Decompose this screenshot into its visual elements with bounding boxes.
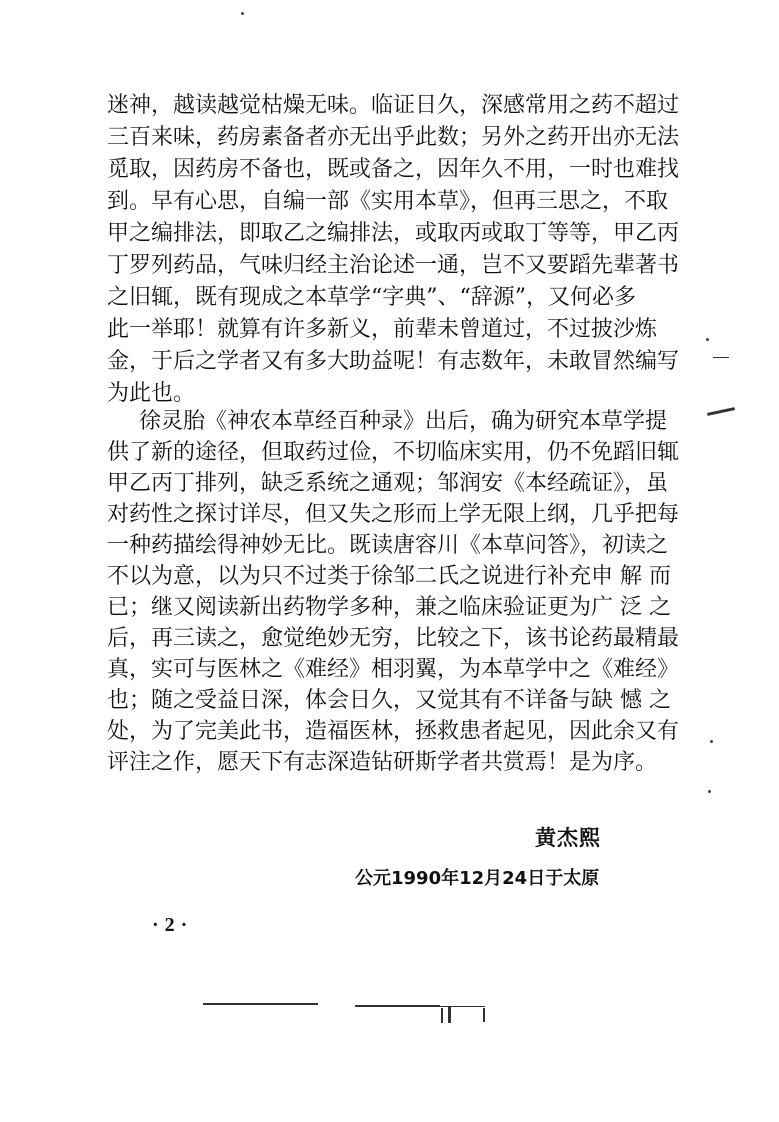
text-line: 一种药描绘得神妙无比。既读唐容川《本草问答》，初读之 bbox=[107, 533, 669, 558]
text-line: 后，再三读之，愈觉绝妙无穷，比较之下，该书论药最精最 bbox=[107, 626, 680, 651]
scan-line-mark bbox=[430, 1006, 485, 1007]
scan-speck bbox=[708, 790, 711, 793]
text-line: 供了新的途径，但取药过俭，不切临床实用，仍不免蹈旧辄 bbox=[107, 440, 680, 465]
text-line: 迷神，越读越觉枯燥无味。临证日久，深感常用之药不超过 bbox=[107, 93, 680, 118]
text-line: 甲之编排法，即取乙之编排法，或取丙或取丁等等，甲乙丙 bbox=[107, 221, 680, 246]
text-line: 觅取，因药房不备也，既或备之，因年久不用，一时也难找 bbox=[107, 157, 680, 182]
text-line: 为此也。 bbox=[107, 381, 196, 406]
scan-line-mark bbox=[203, 1003, 318, 1005]
text-line: 不以为意，以为只不过类于徐邹二氏之说进行补充申 解 而 bbox=[107, 564, 671, 589]
scan-speck bbox=[710, 740, 713, 743]
text-line: 丁罗列药品，气味归经主治论述一通，岂不又要蹈先辈著书 bbox=[107, 253, 680, 278]
text-line: 金，于后之学者又有多大助益呢！有志数年，未敢冒然编写 bbox=[107, 349, 680, 374]
text-line: 甲乙丙丁排列，缺乏系统之通观；邹润安《本经疏证》，虽 bbox=[107, 471, 669, 496]
author-signature: 黄杰熙 bbox=[535, 826, 601, 850]
page-number: ·2· bbox=[152, 914, 194, 936]
scan-edge-mark bbox=[713, 357, 729, 358]
text-line: 对药性之探讨详尽，但又失之形而上学无限上纲，几乎把每 bbox=[107, 502, 680, 527]
scan-speck bbox=[706, 338, 709, 341]
scan-edge-mark bbox=[707, 407, 735, 416]
scan-line-mark bbox=[355, 1005, 440, 1007]
scan-tick-mark bbox=[441, 1008, 443, 1023]
text-line: 也；随之受益日深，体会日久，又觉其有不详备与缺 憾 之 bbox=[107, 688, 671, 713]
date-place-line: 公元1990年12月24日于太原 bbox=[355, 868, 600, 889]
text-line: 到。早有心思，自编一部《实用本草》，但再三思之，不取 bbox=[107, 189, 669, 214]
text-line: 处，为了完美此书，造福医林，拯救患者起见，因此余又有 bbox=[107, 719, 680, 744]
scan-tick-mark bbox=[483, 1008, 485, 1022]
scan-speck bbox=[241, 12, 244, 15]
text-line: 三百来味，药房素备者亦无出乎此数；另外之药开出亦无法 bbox=[107, 125, 680, 150]
text-line: 评注之作，愿天下有志深造钻研斯学者共赏焉！是为序。 bbox=[107, 750, 658, 775]
text-line: 真，实可与医林之《难经》相羽翼，为本草学中之《难经》 bbox=[107, 657, 680, 682]
text-line: 徐灵胎《神农本草经百种录》出后，确为研究本草学提 bbox=[139, 409, 668, 434]
scan-tick-mark bbox=[448, 1007, 451, 1023]
text-line: 之旧辄，既有现成之本草学“字典”、“辞源”，又何必多 bbox=[107, 285, 636, 310]
text-line: 此一举耶！就算有许多新义，前辈未曾道过，不过披沙炼 bbox=[107, 317, 658, 342]
text-line: 已；继又阅读新出药物学多种，兼之临床验证更为广 泛 之 bbox=[107, 595, 671, 620]
